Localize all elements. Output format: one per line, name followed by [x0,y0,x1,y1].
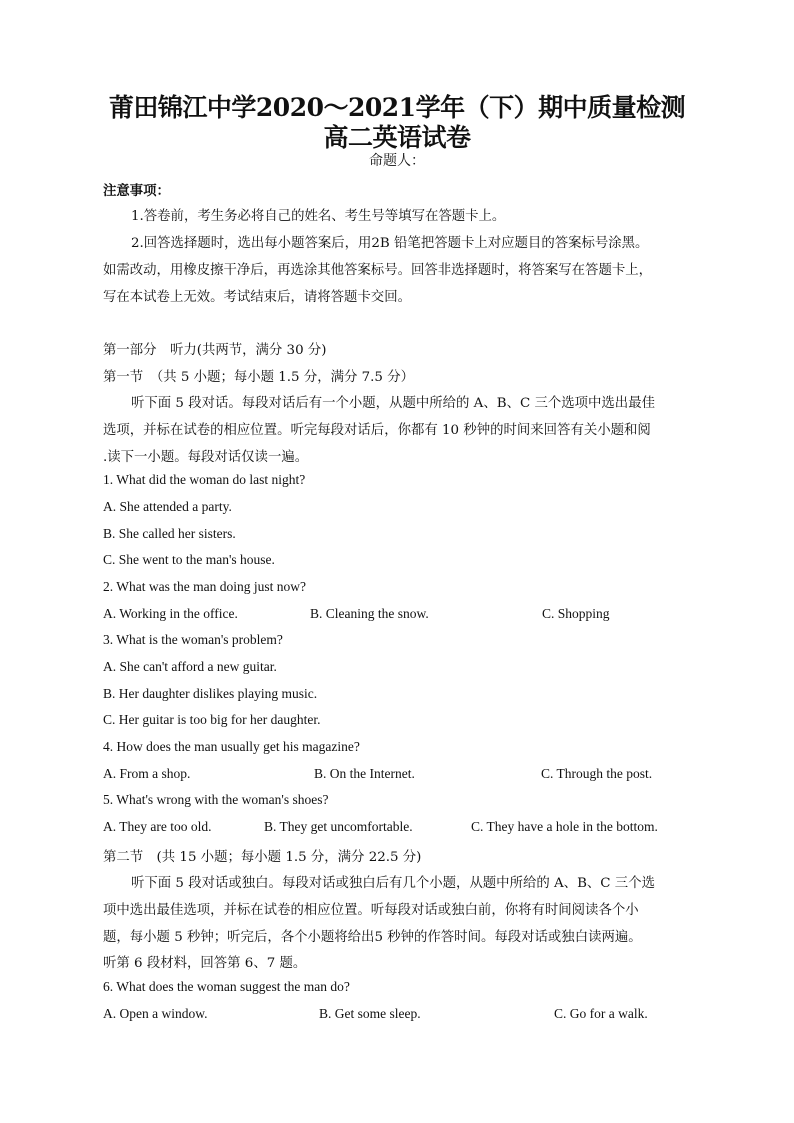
question-5: 5. What's wrong with the woman's shoes? [103,792,329,807]
section2-instructions-line-3: 题，每小题 5 秒钟；听完后，各个小题将给出5 秒钟的作答时间。每段对话或独白读两遍。 [103,930,642,945]
author-label: 命题人： [369,153,425,169]
question-3: 3. What is the woman's problem? [103,632,283,647]
section2-instructions-line-4: 听第 6 段材料，回答第 6、7 题。 [103,956,307,971]
question-5-option-b: B. They get uncomfortable. [264,819,413,834]
section1-heading: 第一节 （共 5 小题；每小题 1.5 分，满分 7.5 分） [103,370,414,385]
section2-instructions-line-2: 项中选出最佳选项，并标在试卷的相应位置。听每段对话或独白前，你将有时间阅读各个小 [103,903,639,918]
question-6: 6. What does the woman suggest the man do? [103,979,350,994]
exam-title: 莆田锦江中学2020～2021学年（下）期中质量检测 [108,93,686,122]
question-4-option-b: B. On the Internet. [314,766,415,781]
question-1-option-c: C. She went to the man's house. [103,552,275,567]
notice-heading: 注意事项： [103,183,170,199]
question-1-option-a: A. She attended a party. [103,499,232,514]
question-6-option-c: C. Go for a walk. [554,1006,648,1021]
exam-subtitle: 高二英语试卷 [323,123,471,152]
section2-instructions-line-1: 听下面 5 段对话或独白。每段对话或独白后有几个小题，从题中所给的 A、B、C 三个选 [131,876,655,891]
section2-heading: 第二节 (共 15 小题；每小题 1.5 分，满分 22.5 分) [103,850,422,865]
question-3-option-b: B. Her daughter dislikes playing music. [103,686,318,701]
question-2-option-b: B. Cleaning the snow. [310,606,429,621]
part1-heading: 第一部分 听力(共两节，满分 30 分) [103,343,327,358]
question-4-option-c: C. Through the post. [541,766,653,781]
question-4-option-a: A. From a shop. [103,766,191,781]
notice-item-2-line-3: 写在本试卷上无效。考试结束后，请将答题卡交回。 [103,290,411,305]
question-1-option-b: B. She called her sisters. [103,526,236,541]
notice-item-2-line-2: 如需改动，用橡皮擦干净后，再选涂其他答案标号。回答非选择题时，将答案写在答题卡上， [103,263,653,278]
question-6-option-a: A. Open a window. [103,1006,208,1021]
section1-instructions-line-3: .读下一小题。每段对话仅读一遍。 [103,450,309,465]
question-2: 2. What was the man doing just now? [103,579,306,594]
question-4: 4. How does the man usually get his magazine? [103,739,360,754]
question-2-option-c: C. Shopping [542,606,610,621]
question-5-option-a: A. They are too old. [103,819,212,834]
section1-instructions-line-2: 选项，并标在试卷的相应位置。听完每段对话后，你都有 10 秒钟的时间来回答有关小题和阅 [103,423,651,438]
question-1: 1. What did the woman do last night? [103,472,306,487]
question-5-option-c: C. They have a hole in the bottom. [471,819,658,834]
section1-instructions-line-1: 听下面 5 段对话。每段对话后有一个小题，从题中所给的 A、B、C 三个选项中选出最佳 [131,396,655,411]
notice-item-1: 1.答卷前，考生务必将自己的姓名、考生号等填写在答题卡上。 [131,209,506,224]
question-6-option-b: B. Get some sleep. [319,1006,421,1021]
question-3-option-c: C. Her guitar is too big for her daughter. [103,712,321,727]
notice-item-2-line-1: 2.回答选择题时，选出每小题答案后，用2B 铅笔把答题卡上对应题目的答案标号涂黑。 [131,236,649,251]
question-3-option-a: A. She can't afford a new guitar. [103,659,277,674]
question-2-option-a: A. Working in the office. [103,606,238,621]
